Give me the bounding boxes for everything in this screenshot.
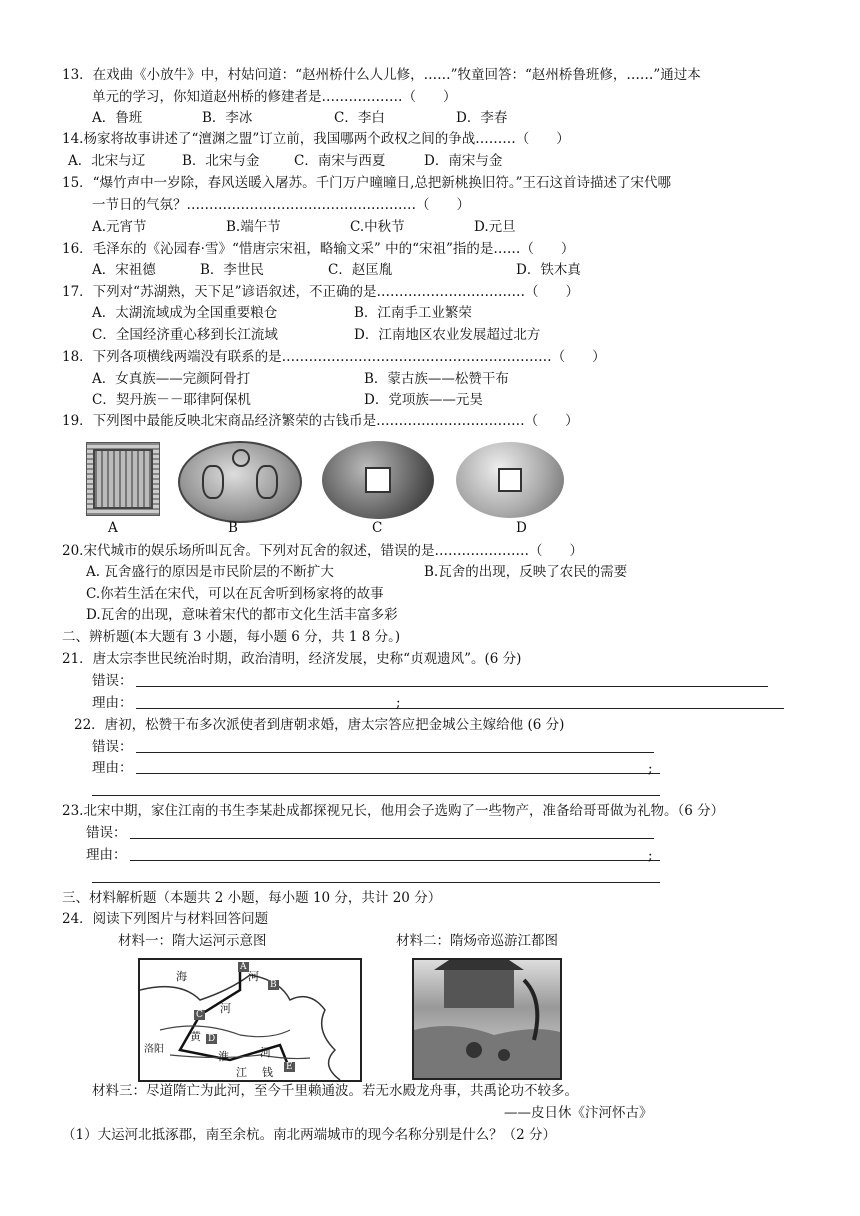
q17-option-c: C．全国经济重心移到长江流域	[92, 327, 278, 343]
q21-stem: 21．唐太宗李世民统治时期，政治清明，经济发展，史称“贞观遗风”。(6 分)	[62, 651, 522, 667]
q23-error-label: 错误：	[86, 825, 127, 841]
q17-option-a: A．太湖流域成为全国重要粮仓	[92, 305, 278, 321]
q20-stem: 20.宋代城市的娱乐场所叫瓦舍。下列对瓦舍的叙述，错误的是…………………（ ）	[62, 543, 583, 559]
q18-option-a: A．女真族——完颜阿骨打	[92, 371, 251, 387]
map-label-huai: 淮	[218, 1050, 229, 1063]
q16-option-b: B．李世民	[200, 262, 264, 278]
q16-option-a: A．宋祖德	[92, 262, 156, 278]
q13-option-a: A．鲁班	[92, 110, 143, 126]
q15-option-d: D.元旦	[474, 219, 516, 235]
q13-option-b: B．李冰	[202, 110, 253, 126]
q22-reason-label: 理由：	[92, 760, 133, 776]
q20-option-c: C.你若生活在宋代，可以在瓦舍听到杨家将的故事	[86, 586, 384, 602]
q16-option-d: D．铁木真	[516, 262, 581, 278]
coin-label-a: A	[108, 520, 118, 536]
q20-option-b: B.瓦舍的出现，反映了农民的需要	[424, 564, 628, 580]
material1-caption: 材料一：隋大运河示意图	[118, 933, 267, 949]
coin-label-d: D	[516, 520, 527, 536]
q13-option-c: C．李白	[334, 110, 385, 126]
map-label-he3: 河	[260, 1046, 271, 1059]
q14-option-d: D．南宋与金	[424, 153, 503, 169]
q15-option-b: B.端午节	[226, 219, 281, 235]
q23-extra-answer-line[interactable]	[92, 882, 660, 883]
q23-reason-label: 理由：	[86, 847, 127, 863]
q22-semicolon: ;	[648, 761, 653, 777]
q21-error-answer-line[interactable]	[136, 686, 768, 687]
map-label-luoyang: 洛阳	[144, 1044, 164, 1055]
coin-image-b	[178, 441, 302, 523]
q22-extra-answer-line[interactable]	[92, 795, 660, 796]
section2-heading: 二、辨析题(本大题有 3 小题，每小题 6 分，共 1 8 分。)	[62, 629, 401, 645]
q18-option-d: D．党项族——元昊	[364, 392, 483, 408]
q17-option-b: B．江南手工业繁荣	[354, 305, 472, 321]
q24-subquestion-1: （1）大运河北抵涿郡，南至余杭。南北两端城市的现今名称分别是什么？（2 分）	[62, 1127, 556, 1143]
q13-stem-line1: 13．在戏曲《小放牛》中，村姑问道：“赵州桥什么人儿修，……”牧童回答：“赵州桥鲁班修，……”通过本	[62, 67, 701, 83]
q21-reason-answer-line[interactable]	[136, 708, 784, 709]
q23-semicolon: ;	[648, 848, 653, 864]
map-label-he1: 河	[248, 970, 259, 983]
q14-option-b: B．北宋与金	[182, 153, 260, 169]
q15-option-a: A.元宵节	[92, 219, 147, 235]
map-label-huang: 黄	[190, 1030, 201, 1043]
sui-emperor-tour-painting	[412, 958, 562, 1080]
q14-option-c: C．南宋与西夏	[294, 153, 386, 169]
q14-stem: 14.杨家将故事讲述了“澶渊之盟”订立前，我国哪两个政权之间的争战………（ ）	[62, 131, 570, 147]
map-label-jiang: 江	[236, 1066, 247, 1079]
q22-error-label: 错误：	[92, 739, 133, 755]
q19-stem: 19．下列图中最能反映北宋商品经济繁荣的古钱币是……………………………（ ）	[62, 413, 579, 429]
q18-option-c: C．契丹族－－耶律阿保机	[92, 392, 251, 408]
q18-option-b: B．蒙古族——松赞干布	[364, 371, 509, 387]
q13-option-d: D．李春	[456, 110, 508, 126]
q22-error-answer-line[interactable]	[136, 752, 654, 753]
q14-option-a: A．北宋与辽	[68, 153, 146, 169]
section3-heading: 三、材料解析题（本题共 2 小题，每小题 10 分，共计 20 分）	[62, 890, 442, 906]
material3-source: ——皮日休《汴河怀古》	[504, 1105, 653, 1121]
q23-error-answer-line[interactable]	[130, 838, 654, 839]
q15-option-c: C.中秋节	[350, 219, 405, 235]
q17-option-d: D．江南地区农业发展超过北方	[354, 327, 541, 343]
coin-label-b: B	[228, 520, 238, 536]
q24-stem: 24．阅读下列图片与材料回答问题	[62, 911, 269, 927]
q16-stem: 16．毛泽东的《沁园春·雪》“惜唐宗宋祖，略输文采” 中的“宋祖”指的是……（ ）	[62, 241, 575, 257]
q18-stem: 18．下列各项横线两端没有联系的是……………………………………………………（ ）	[62, 349, 606, 365]
q21-reason-label: 理由：	[92, 695, 133, 711]
q23-reason-answer-line[interactable]	[130, 860, 660, 861]
grand-canal-map: A C D B E 海 河 河 黄 洛阳 淮 河 江 钱	[138, 958, 362, 1082]
q22-reason-answer-line[interactable]	[136, 773, 660, 774]
q15-stem-line1: 15．“爆竹声中一岁除，春风送暖入屠苏。千门万户曈曈日,总把新桃换旧符。”王石这首诗描述了宋代哪	[62, 175, 672, 191]
q17-stem: 17．下列对“苏湖熟，天下足”谚语叙述，不正确的是……………………………（ ）	[62, 284, 579, 300]
material2-caption: 材料二：隋炀帝巡游江都图	[396, 933, 558, 949]
map-label-he2: 河	[220, 1002, 231, 1015]
coin-image-c	[322, 441, 434, 519]
q21-semicolon: ;	[396, 695, 401, 711]
material3-text: 材料三：尽道隋亡为此河，至今千里赖通波。若无水殿龙舟事，共禹论功不较多。	[92, 1083, 578, 1099]
q13-stem-line2: 单元的学习，你知道赵州桥的修建者是………………（ ）	[92, 89, 457, 105]
q22-stem: 22．唐初，松赞干布多次派使者到唐朝求婚，唐太宗答应把金城公主嫁给他 (6 分)	[74, 717, 565, 733]
coin-image-d	[456, 442, 564, 518]
q23-stem: 23.北宋中期，家住江南的书生李某赴成都探视兄长，他用会子选购了一些物产，准备给哥哥做为礼物。（6 分）	[62, 803, 725, 819]
map-label-qian: 钱	[262, 1066, 273, 1079]
q20-option-a: A. 瓦舍盛行的原因是市民阶层的不断扩大	[86, 564, 334, 580]
q21-error-label: 错误：	[92, 673, 133, 689]
q15-stem-line2: 一节日的气氛？……………………………………………（ ）	[92, 197, 470, 213]
q20-option-d: D.瓦舍的出现，意味着宋代的都市文化生活丰富多彩	[86, 607, 398, 623]
map-label-sea: 海	[176, 970, 187, 983]
q16-option-c: C．赵匡胤	[328, 262, 393, 278]
coin-image-a	[86, 442, 160, 516]
coin-label-c: C	[372, 520, 383, 536]
